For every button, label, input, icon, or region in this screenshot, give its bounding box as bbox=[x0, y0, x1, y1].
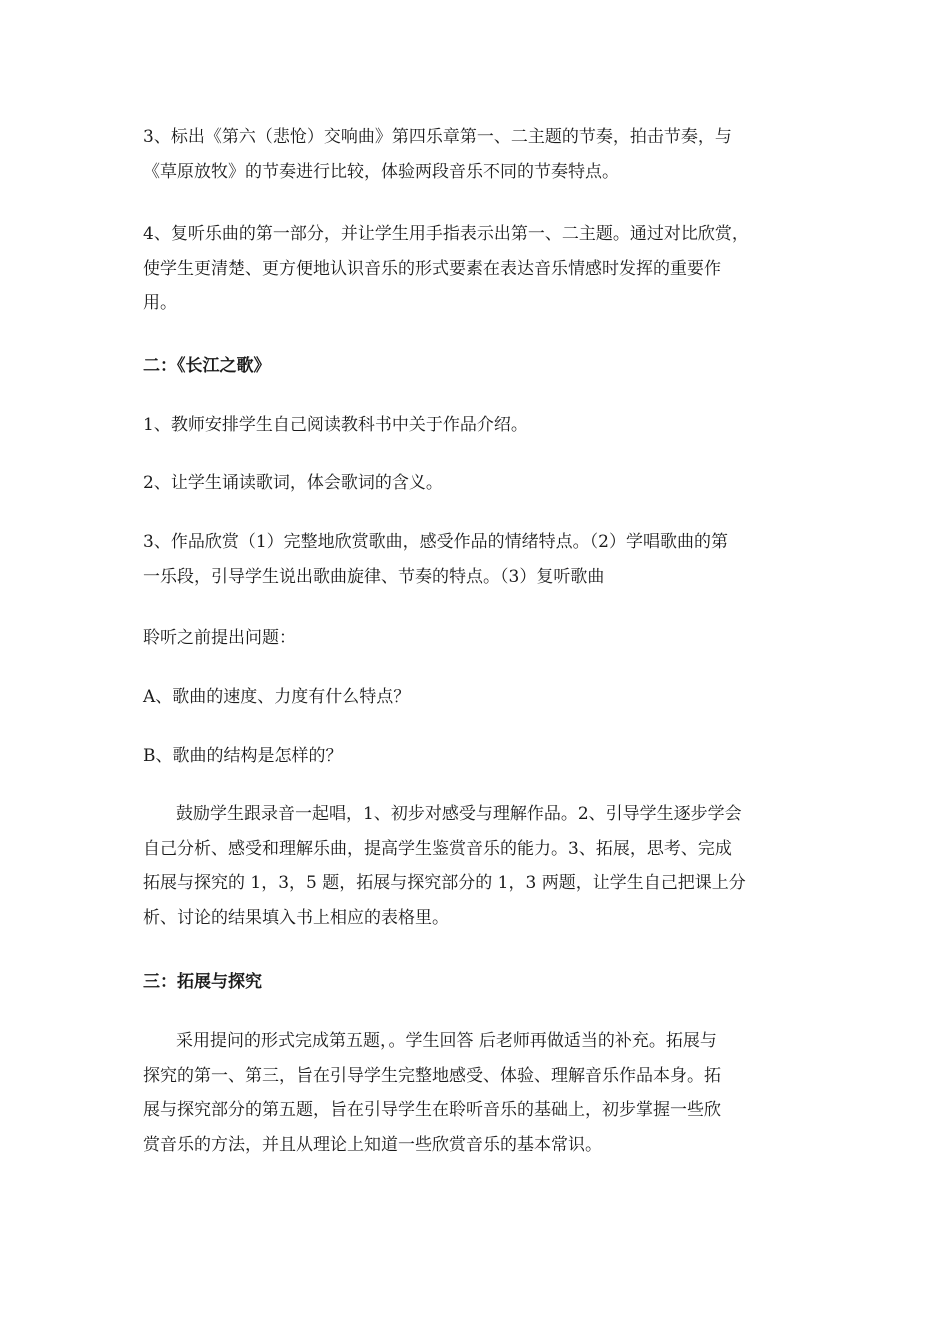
text-line: 3、标出《第六（悲怆）交响曲》第四乐章第一、二主题的节奏，拍击节奏，与 bbox=[143, 127, 732, 147]
section-heading-extension: 三：拓展与探究 bbox=[143, 972, 262, 992]
text-line: 探究的第一、第三，旨在引导学生完整地感受、体验、理解音乐作品本身。拓 bbox=[143, 1065, 721, 1086]
text-line: 使学生更清楚、更方便地认识音乐的形式要素在表达音乐情感时发挥的重要作 bbox=[143, 258, 721, 279]
text-line: 析、讨论的结果填入书上相应的表格里。 bbox=[143, 907, 449, 928]
text-line: 鼓励学生跟录音一起唱，1、初步对感受与理解作品。2、引导学生逐步学会 bbox=[176, 804, 742, 824]
section-heading-yangtze-song: 二：《长江之歌》 bbox=[143, 356, 271, 376]
text-line: 3、作品欣赏（1）完整地欣赏歌曲，感受作品的情绪特点。（2）学唱歌曲的第 bbox=[143, 532, 728, 552]
paragraph-questions-intro: 聆听之前提出问题： bbox=[143, 628, 296, 648]
paragraph-rhythm-comparison bbox=[143, 120, 813, 189]
paragraph-listen-again bbox=[143, 217, 813, 321]
text-line: 用。 bbox=[143, 293, 177, 313]
text-line: 采用提问的形式完成第五题，。学生回答 后老师再做适当的补充。拓展与 bbox=[176, 1031, 717, 1051]
text-line: 赏音乐的方法，并且从理论上知道一些欣赏音乐的基本常识。 bbox=[143, 1134, 602, 1155]
paragraph-recite-lyrics: 2、让学生诵读歌词，体会歌词的含义。 bbox=[143, 473, 443, 493]
text-line: 一乐段，引导学生说出歌曲旋律、节奏的特点。（3）复听歌曲 bbox=[143, 566, 605, 587]
paragraph-read-intro: 1、教师安排学生自己阅读教科书中关于作品介绍。 bbox=[143, 415, 528, 435]
paragraph-sing-along bbox=[143, 797, 813, 935]
text-line: 《草原放牧》的节奏进行比较，体验两段音乐不同的节奏特点。 bbox=[143, 161, 619, 182]
paragraph-extension-explore bbox=[143, 1024, 813, 1162]
question-a: A、歌曲的速度、力度有什么特点？ bbox=[143, 687, 411, 707]
text-line: 4、复听乐曲的第一部分，并让学生用手指表示出第一、二主题。通过对比欣赏， bbox=[143, 224, 749, 244]
text-line: 自己分析、感受和理解乐曲，提高学生鉴赏音乐的能力。3、拓展，思考、完成 bbox=[143, 838, 732, 859]
question-b: B、歌曲的结构是怎样的？ bbox=[143, 746, 343, 766]
text-line: 拓展与探究的 1，3，5 题，拓展与探究部分的 1，3 两题，让学生自己把课上分 bbox=[143, 873, 746, 893]
text-line: 展与探究部分的第五题，旨在引导学生在聆听音乐的基础上，初步掌握一些欣 bbox=[143, 1100, 721, 1120]
paragraph-appreciation bbox=[143, 525, 813, 594]
